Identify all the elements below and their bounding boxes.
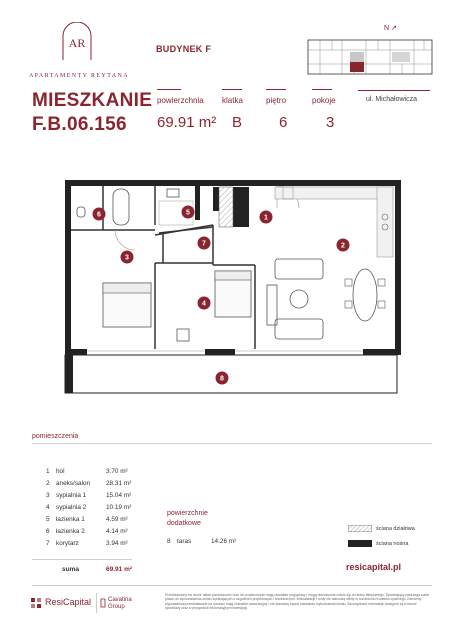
brand-monogram: AR <box>68 36 86 50</box>
apartment-heading: MIESZKANIE <box>32 90 153 111</box>
attr-label-area: powierzchnia <box>157 96 204 105</box>
floor-plan <box>55 175 407 430</box>
sum-value: 69.91 m² <box>106 566 133 573</box>
attr-label-staircase: klatka <box>222 96 243 105</box>
footer-divider <box>32 585 432 586</box>
room-marker-5-label: 5 <box>186 209 190 217</box>
attr-label-floor: piętro <box>266 96 287 105</box>
brand-monogram-logo <box>60 22 94 62</box>
cavatina-logo-icon <box>100 598 106 608</box>
room-marker-3-label: 3 <box>125 254 129 262</box>
resicapital-logo-text: ResiCapital <box>45 597 92 607</box>
cavatina-logo-text: Cavatina Group <box>108 597 132 610</box>
room-marker-7-label: 7 <box>202 240 206 248</box>
website-link[interactable]: resicapital.pl <box>346 562 402 572</box>
attr-value-rooms: 3 <box>326 114 335 131</box>
legend-bearing-label: ściana nośna <box>376 541 409 547</box>
building-label: BUDYNEK F <box>156 44 212 54</box>
room-marker-4-label: 4 <box>202 300 206 308</box>
rooms-divider <box>32 443 432 444</box>
sum-divider <box>32 559 132 560</box>
north-arrow-icon: ↗ <box>391 25 397 32</box>
north-label: N <box>384 25 390 32</box>
room-marker-6-label: 6 <box>97 211 101 219</box>
attr-label-rooms: pokoje <box>312 96 336 105</box>
room-marker-2-label: 2 <box>341 242 345 250</box>
legend-partition-label: ściana działowa <box>376 526 415 532</box>
footer-logo-divider <box>96 593 97 613</box>
room-marker-1-label: 1 <box>264 214 268 222</box>
attr-divider <box>222 89 242 90</box>
additional-heading: powierzchnie dodatkowe <box>167 510 208 527</box>
sum-label: suma <box>62 566 79 573</box>
rooms-heading: pomieszczenia <box>32 433 79 440</box>
attr-divider <box>312 89 332 90</box>
resicapital-logo-icon <box>30 597 42 609</box>
attr-value-floor: 6 <box>279 114 288 131</box>
north-indicator <box>384 24 397 32</box>
brand-name: APARTAMENTY REYTANA <box>28 73 129 79</box>
attr-divider <box>266 89 286 90</box>
attr-divider <box>157 89 181 90</box>
attr-value-staircase: B <box>232 114 243 131</box>
legend-partition-swatch <box>348 525 372 532</box>
street-divider <box>358 90 430 91</box>
additional-row: 8 taras 14.26 m² <box>167 538 237 545</box>
legal-disclaimer: Przedstawiony na rzucie układ pomieszczeń oraz ich powierzchnie mają charakter poglądowy i mogą nieznacznie różnić się od stanu faktycznego. Sprzedający zastrzega sobie prawo do wprowadzenia zmian wynikających z uzgodnień projektowych i technicznych. Wizualizacje i rzuty nie stanowią oferty w rozumieniu Kodeksu cywilnego. Elementy wyposażenia przedstawione na rysunku mają charakter aranżacyjny i nie stanowią części standardu wykończenia lokalu. Szczegółowe informacje dostępne są w biurze sprzedaży oraz w prospekcie informacyjnym inwestycji. <box>165 593 430 610</box>
legend-bearing-swatch <box>348 540 372 547</box>
building-key-plan <box>306 38 434 76</box>
attr-value-area: 69.91 m² <box>157 114 217 131</box>
apartment-code: F.B.06.156 <box>32 114 127 135</box>
street-label: ul. Michałowicza <box>366 96 417 103</box>
room-marker-8-label: 8 <box>220 375 224 383</box>
